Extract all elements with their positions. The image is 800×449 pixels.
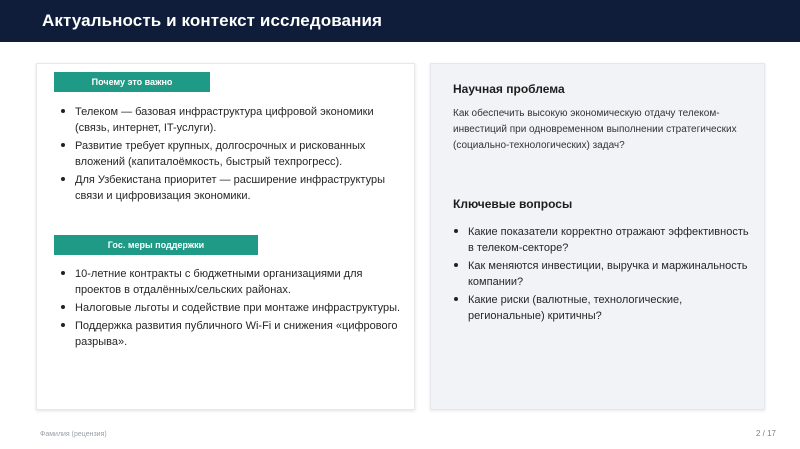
slide-title: Актуальность и контекст исследования [42,11,383,30]
context-panel [36,63,415,410]
gov-support-tag: Гос. меры поддержки [54,235,258,255]
list-item: Налоговые льготы и содействие при монтаже инфраструктуры. [60,300,405,316]
list-item: Для Узбекистана приоритет — расширение инфраструктуры связи и цифровизация экономики. [60,172,405,204]
list-item: Какие показатели корректно отражают эффективность в телеком-секторе? [453,224,753,256]
key-questions-list [453,224,753,326]
list-item: Развитие требует крупных, долгосрочных и рискованных вложений (капиталоёмкость, быстрый техпрогресс). [60,138,405,170]
research-panel [430,63,765,410]
gov-support-list [60,266,405,352]
problem-heading: Научная проблема [453,82,565,96]
why-important-list [60,104,405,206]
slide-header [0,0,800,42]
list-item: Телеком — базовая инфраструктура цифровой экономики (связь, интернет, IT-услуги). [60,104,405,136]
questions-heading: Ключевые вопросы [453,197,573,211]
list-item: Как меняются инвестиции, выручка и маржинальность компании? [453,258,753,290]
problem-text: Как обеспечить высокую экономическую отдачу телеком-инвестиций при одновременном выполнении стратегических (социально-технологических) задач? [453,108,737,151]
why-important-tag: Почему это важно [54,72,210,92]
list-item: Какие риски (валютные, технологические, региональные) критичны? [453,292,753,324]
footer-note: Фамилия (рецензия) [40,431,107,438]
list-item: Поддержка развития публичного Wi-Fi и снижения «цифрового разрыва». [60,318,405,350]
page-number: 2 / 17 [755,429,776,438]
list-item: 10-летние контракты с бюджетными организациями для проектов в отдалённых/сельских районах. [60,266,405,298]
